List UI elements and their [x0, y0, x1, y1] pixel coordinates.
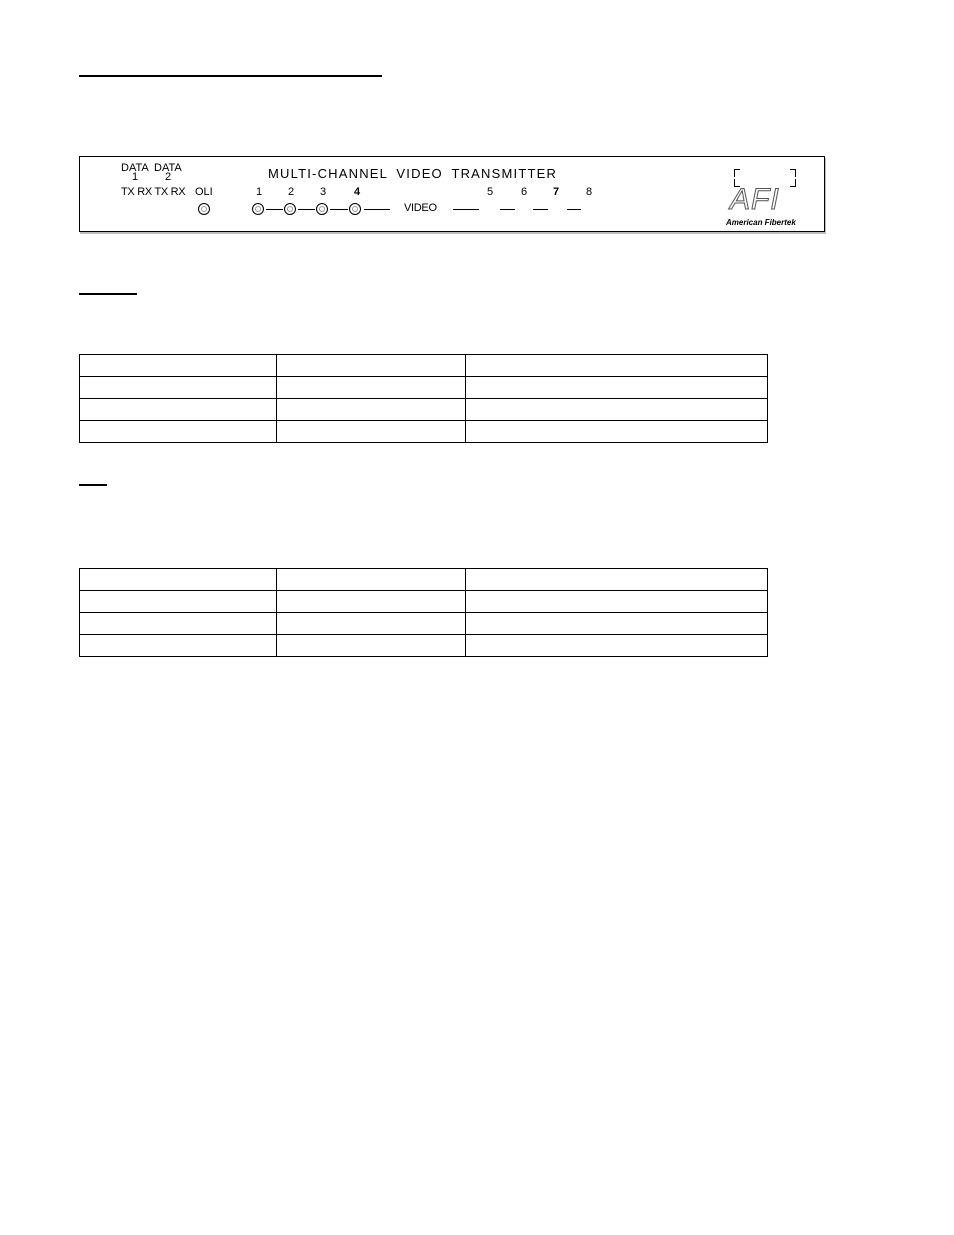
panel-title: MULTI-CHANNEL VIDEO TRANSMITTER — [268, 166, 558, 181]
logo-company-name: American Fibertek — [726, 218, 796, 227]
table-cell — [80, 591, 277, 613]
table-row — [80, 613, 768, 635]
table-cell — [80, 399, 277, 421]
table-cell — [466, 355, 768, 377]
data2-number: 2 — [165, 171, 172, 183]
channel-label-6: 6 — [521, 186, 528, 198]
logo-bracket-top-left — [734, 169, 740, 177]
heading-underline — [79, 75, 382, 77]
table-row — [80, 569, 768, 591]
table-cell — [277, 399, 466, 421]
channel-3-dash — [330, 209, 348, 210]
table-cell — [80, 569, 277, 591]
table-cell — [466, 399, 768, 421]
table-row — [80, 355, 768, 377]
table-1 — [79, 354, 768, 443]
channel-label-3: 3 — [320, 186, 327, 198]
table-cell — [466, 569, 768, 591]
table-cell — [277, 635, 466, 657]
table-cell — [466, 421, 768, 443]
channel-label-8: 8 — [586, 186, 593, 198]
table-cell — [277, 613, 466, 635]
logo-bracket-top-right — [790, 169, 796, 177]
table-row — [80, 377, 768, 399]
table-cell — [277, 569, 466, 591]
table-cell — [80, 355, 277, 377]
afi-logo: AFI — [730, 183, 780, 216]
table-cell — [466, 635, 768, 657]
table-cell — [466, 613, 768, 635]
video-dash-long — [453, 209, 479, 210]
table-cell — [277, 355, 466, 377]
section-1-underline — [79, 293, 137, 295]
channel-label-2: 2 — [288, 186, 295, 198]
table-cell — [277, 421, 466, 443]
channel-8-dash — [567, 209, 581, 210]
table-row — [80, 591, 768, 613]
logo-bracket-bottom-right — [790, 179, 796, 187]
table-cell — [277, 377, 466, 399]
txrx-labels: TX RX TX RX — [121, 186, 186, 198]
table-2 — [79, 568, 768, 657]
channel-label-4: 4 — [354, 186, 361, 198]
channel-label-5: 5 — [487, 186, 494, 198]
table-row — [80, 399, 768, 421]
oli-label: OLI — [195, 186, 213, 198]
table-cell — [80, 635, 277, 657]
data2-label: DATA — [154, 162, 182, 174]
channel-6-dash — [500, 209, 515, 210]
oli-indicator-led — [198, 203, 210, 215]
data1-number: 1 — [132, 171, 139, 183]
channel-7-dash — [533, 209, 548, 210]
channel-label-7: 7 — [553, 186, 560, 198]
table-row — [80, 421, 768, 443]
table-cell — [466, 377, 768, 399]
channel-4-dash — [364, 209, 390, 210]
front-panel-diagram — [79, 156, 825, 232]
channel-2-led — [284, 203, 296, 215]
table-cell — [80, 613, 277, 635]
data1-label: DATA — [121, 162, 149, 174]
table-cell — [277, 591, 466, 613]
channel-label-1: 1 — [256, 186, 263, 198]
channel-3-led — [316, 203, 328, 215]
channel-1-dash — [266, 209, 283, 210]
video-label: VIDEO — [404, 202, 437, 214]
table-cell — [80, 377, 277, 399]
channel-4-led — [349, 203, 361, 215]
channel-2-dash — [298, 209, 315, 210]
section-2-underline — [79, 484, 107, 486]
table-cell — [80, 421, 277, 443]
table-row — [80, 635, 768, 657]
table-cell — [466, 591, 768, 613]
channel-1-led — [252, 203, 264, 215]
